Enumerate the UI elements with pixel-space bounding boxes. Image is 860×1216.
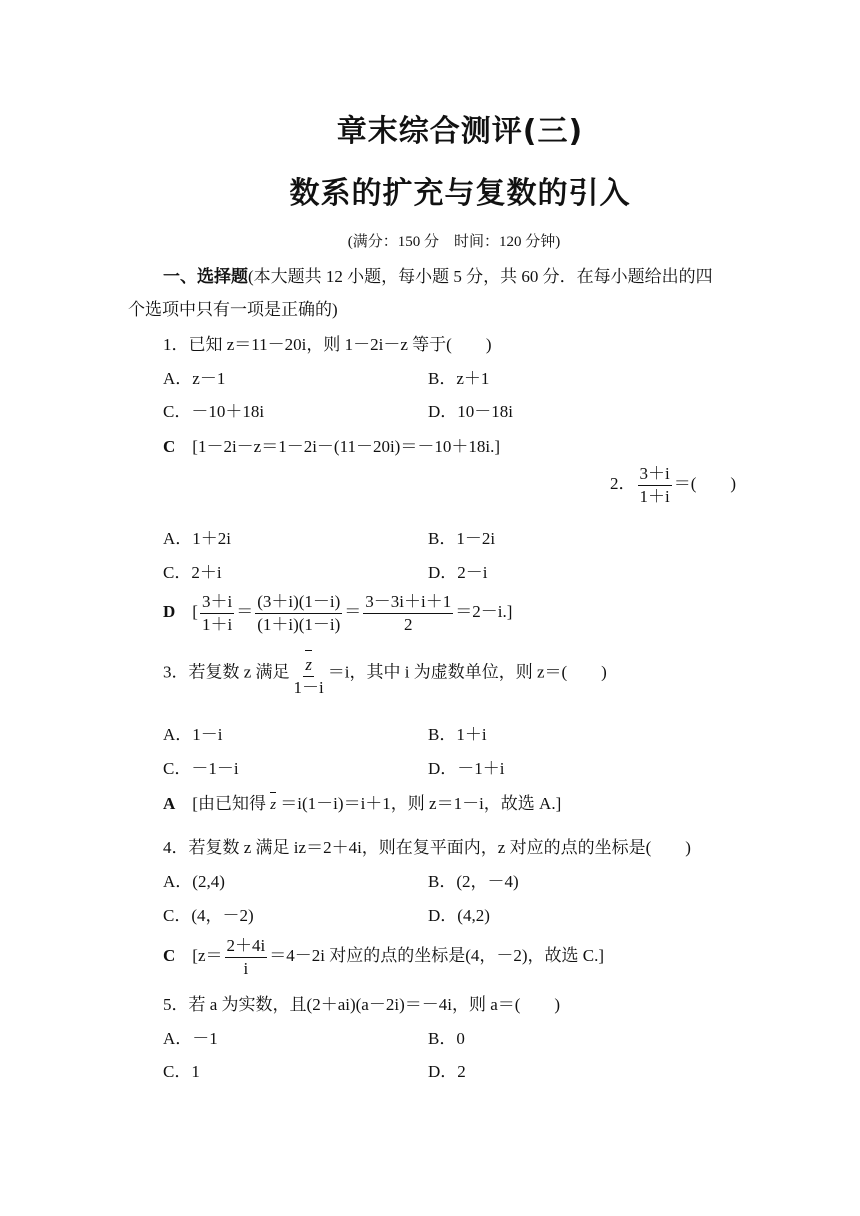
fraction-denominator: (1＋i)(1－i) [257, 614, 341, 634]
q1-answer: C [163, 437, 176, 456]
page-subtitle: 数系的扩充与复数的引入 [289, 176, 631, 211]
q2-fraction-numerator: 3＋i [638, 464, 672, 486]
fraction-numerator [303, 650, 314, 677]
q1-option-b: B．z＋1 [428, 369, 490, 388]
q1-solution-text: [1－2i－z＝1－2i－(11－20i)＝－10＋18i.] [192, 437, 500, 456]
page-title: 章末综合测评(三) [336, 114, 584, 149]
q4-option-b: B．(2，－4) [428, 872, 519, 891]
q4-solution-fraction [225, 936, 268, 978]
q3-option-c: C．－1－i [163, 759, 239, 778]
section-desc-cont: 个选项中只有一项是正确的) [128, 300, 338, 319]
q2-number: 2． [610, 473, 636, 493]
q2-stem [610, 464, 736, 506]
q4-solution-post: ＝4－2i 对应的点的坐标是(4，－2)，故选 C.] [269, 945, 605, 965]
conjugate-z: z [305, 650, 312, 675]
q2-answer: D [163, 601, 176, 621]
fraction-numerator: 2＋4i [225, 936, 268, 958]
q2-solution-fraction-2 [255, 592, 342, 634]
q4-solution [163, 936, 604, 978]
section-heading [163, 262, 713, 287]
section-label: 一、选择题 [163, 267, 248, 286]
conjugate-z: z [270, 792, 276, 814]
q3-stem-post: ＝i，其中 i 为虚数单位，则 z＝( ) [327, 662, 607, 682]
q4-answer: C [163, 945, 176, 965]
q3-solution [163, 789, 561, 814]
q5-option-c: C．1 [163, 1062, 200, 1081]
q4-solution-pre: [z＝ [192, 945, 223, 965]
q1-option-d: D．10－18i [428, 402, 513, 421]
q1-stem: 1．已知 z＝11－20i，则 1－2i－z 等于( ) [163, 335, 492, 354]
q5-option-b: B．0 [428, 1029, 465, 1048]
fraction-numerator: (3＋i)(1－i) [255, 592, 342, 614]
fraction-denominator: i [243, 958, 249, 978]
q3-option-b: B．1＋i [428, 725, 487, 744]
q1-option-c: C．－10＋18i [163, 402, 265, 421]
fraction-denominator: 2 [404, 614, 413, 634]
fraction-numerator: 3＋i [200, 592, 234, 614]
q3-stem-pre: 3．若复数 z 满足 [163, 662, 290, 682]
q3-option-d: D．－1＋i [428, 759, 505, 778]
fraction-denominator: 1＋i [201, 614, 233, 634]
q2-option-a: A．1＋2i [163, 529, 231, 548]
q4-stem: 4．若复数 z 满足 iz＝2＋4i，则在复平面内，z 对应的点的坐标是( ) [163, 838, 691, 857]
equals-sign: ＝ [344, 601, 362, 621]
q2-solution-tail: ＝2－i.] [455, 601, 513, 621]
q4-option-c: C．(4，－2) [163, 906, 254, 925]
q2-fraction [638, 464, 672, 506]
q5-option-a: A．－1 [163, 1029, 218, 1048]
fraction-denominator: 1－i [293, 677, 324, 697]
q2-solution [163, 592, 512, 634]
q2-option-c: C．2＋i [163, 563, 222, 582]
q2-fraction-denominator: 1＋i [639, 486, 670, 506]
q4-option-d: D．(4,2) [428, 906, 490, 925]
q2-option-b: B．1－2i [428, 529, 496, 548]
q2-stem-tail: ＝( ) [673, 473, 737, 493]
q1-option-a: A．z－1 [163, 369, 226, 388]
q3-solution-post: ＝i(1－i)＝i＋1，则 z＝1－i，故选 A.] [280, 794, 562, 813]
q2-solution-open: [ [192, 601, 198, 621]
q1-solution [163, 432, 500, 457]
q4-option-a: A．(2,4) [163, 872, 225, 891]
q2-solution-fraction-1 [200, 592, 234, 634]
fraction-numerator: 3－3i＋i＋1 [363, 592, 453, 614]
exam-meta: (满分：150 分 时间：120 分钟) [347, 234, 561, 250]
q2-solution-fraction-3 [363, 592, 453, 634]
q5-option-d: D．2 [428, 1062, 466, 1081]
q2-option-d: D．2－i [428, 563, 488, 582]
q5-stem: 5．若 a 为实数，且(2＋ai)(a－2i)＝－4i，则 a＝( ) [163, 995, 561, 1014]
q3-answer: A [163, 794, 176, 813]
q3-stem [163, 650, 607, 697]
equals-sign: ＝ [236, 601, 254, 621]
q3-option-a: A．1－i [163, 725, 223, 744]
q3-solution-pre: [由已知得 [192, 794, 266, 813]
section-desc: (本大题共 12 小题，每小题 5 分，共 60 分．在每小题给出的四 [248, 267, 713, 286]
q3-fraction [292, 650, 326, 697]
